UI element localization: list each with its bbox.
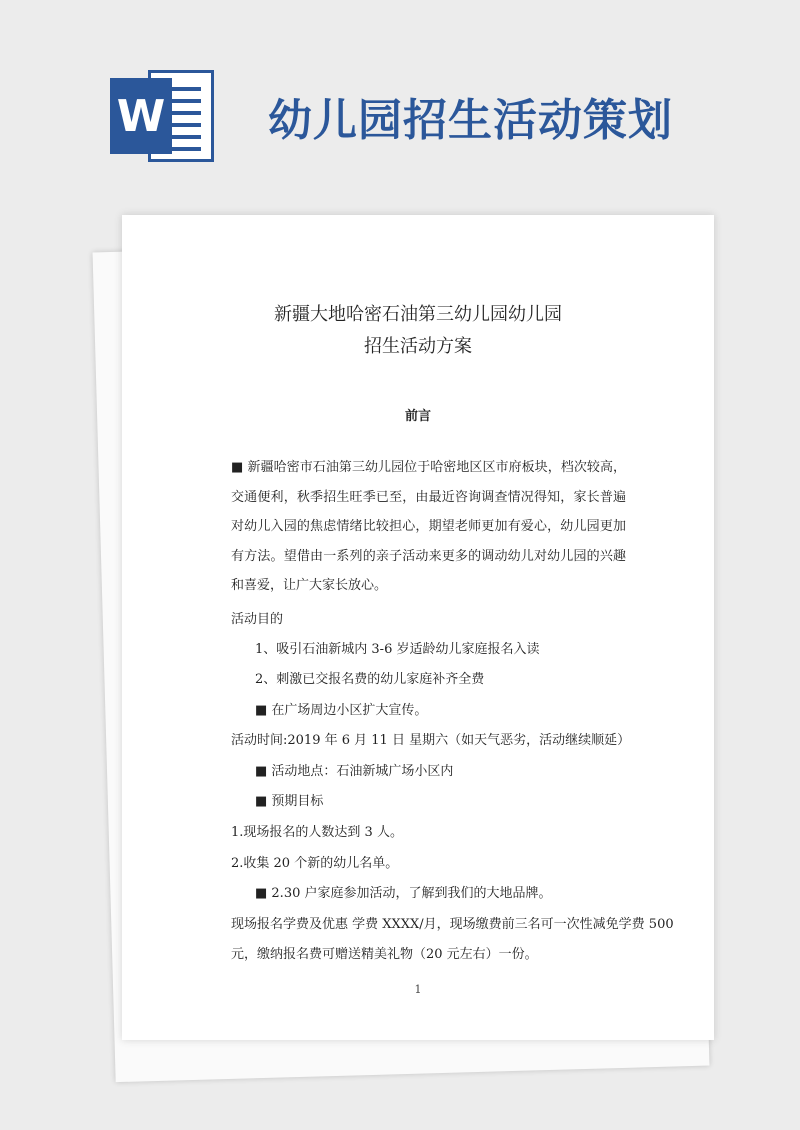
page-number: 1 <box>414 983 422 996</box>
doc-title-line1: 新疆大地哈密石油第三幼儿园幼儿园 <box>274 304 562 325</box>
word-letter-badge: W <box>110 78 172 154</box>
line-expected-goal: ■ 预期目标 <box>255 794 324 809</box>
line-activity-location: ■ 活动地点：石油新城广场小区内 <box>255 764 454 779</box>
line-fee-1: 现场报名学费及优惠 学费 XXXX/月，现场缴费前三名可一次性减免学费 500 <box>231 917 674 932</box>
doc-title-line2: 招生活动方案 <box>364 336 472 357</box>
banner <box>0 0 800 200</box>
line-goal-1: 1、吸引石油新城内 3-6 岁适龄幼儿家庭报名入读 <box>255 642 540 657</box>
word-document-icon <box>110 70 214 162</box>
line-goal-2: 2、刺激已交报名费的幼儿家庭补齐全费 <box>255 672 485 687</box>
preface-heading: 前言 <box>404 409 431 424</box>
intro-paragraph: ■ 新疆哈密市石油第三幼儿园位于哈密地区区市府板块，档次较高，交通便利，秋季招生旺季已至，由最近咨询调查情况得知，家长普遍对幼儿入园的焦虑情绪比较担心，期望老师更加有爱心，幼儿园更加有方法。望借由一系列的亲子活动来更多的调动幼儿对幼儿园的兴趣和喜爱，让广大家长放心。 <box>231 460 626 593</box>
banner-title: 幼儿园招生活动策划 <box>268 95 673 146</box>
line-target-2: 2.收集 20 个新的幼儿名单。 <box>231 856 399 871</box>
document-page <box>122 215 714 1040</box>
line-purpose-heading: 活动目的 <box>231 612 284 627</box>
line-target-1: 1.现场报名的人数达到 3 人。 <box>231 825 403 840</box>
line-bullet-promotion: ■ 在广场周边小区扩大宣传。 <box>255 703 428 718</box>
line-fee-2: 元，缴纳报名费可赠送精美礼物（20 元左右）一份。 <box>231 947 538 962</box>
line-activity-time: 活动时间:2019 年 6 月 11 日 星期六（如天气恶劣，活动继续顺延） <box>231 733 631 748</box>
line-target-3: ■ 2.30 户家庭参加活动，了解到我们的大地品牌。 <box>255 886 552 901</box>
